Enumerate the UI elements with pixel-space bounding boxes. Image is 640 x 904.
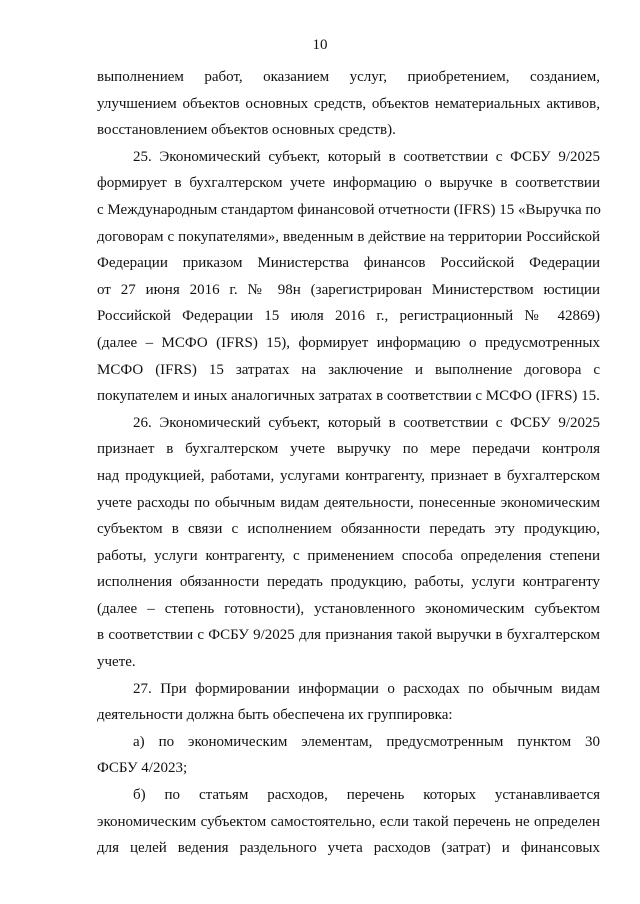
text-line: исполнения обязанности передать продукцию, работы, услуги контрагенту [97, 574, 600, 591]
text-line: 26. Экономический субъект, который в соответствии с ФСБУ 9/2025 [133, 414, 600, 431]
document-body [97, 64, 600, 862]
text-line: выполнением работ, оказанием услуг, приобретением, созданием, [97, 69, 600, 85]
paragraph-item-27a [97, 729, 600, 782]
text-line: Российской Федерации 15 июля 2016 г., регистрационный № 42869) [97, 308, 600, 325]
text-line: признает в бухгалтерском учете выручку по мере передачи контроля [97, 441, 600, 458]
text-line: а) по экономическим элементам, предусмотренным пунктом 30 [133, 733, 600, 750]
text-line: ФСБУ 4/2023; [97, 760, 188, 777]
text-line: с Международным стандартом финансовой отчетности (IFRS) 15 «Выручка по [97, 201, 601, 218]
text-line: экономическим субъектом самостоятельно, если такой перечень не определен [97, 813, 600, 830]
text-line: (далее – степень готовности), установленного экономическим субъектом [97, 600, 600, 617]
text-line: от 27 июня 2016 г. № 98н (зарегистрирован Министерством юстиции [97, 281, 600, 298]
text-line: б) по статьям расходов, перечень которых устанавливается [133, 787, 600, 804]
text-line: над продукцией, работами, услугами контрагенту, признает в бухгалтерском [97, 467, 600, 484]
paragraph-continuation [97, 64, 600, 144]
paragraph-item-27b [97, 782, 600, 862]
text-line: 25. Экономический субъект, который в соответствии с ФСБУ 9/2025 [133, 148, 600, 165]
text-line: субъектом в связи с исполнением обязанности передать эту продукцию, [97, 521, 600, 538]
text-line: учете. [97, 654, 136, 671]
text-line: покупателем и иных аналогичных затратах в соответствии с МСФО (IFRS) 15. [97, 388, 600, 405]
paragraph-item-27 [97, 676, 600, 729]
text-line: договорам с покупателями», введенным в действие на территории Российской [97, 228, 600, 245]
text-line: формирует в бухгалтерском учете информацию о выручке в соответствии [97, 175, 600, 192]
text-line: (далее – МСФО (IFRS) 15), формирует информацию о предусмотренных [97, 334, 600, 351]
text-line: улучшением объектов основных средств, объектов нематериальных активов, [97, 95, 600, 112]
text-line: восстановлением объектов основных средств). [97, 122, 396, 139]
text-line: Федерации приказом Министерства финансов Российской Федерации [97, 255, 600, 272]
text-line: работы, услуги контрагенту, с применением способа определения степени [97, 547, 600, 564]
paragraph-item-26 [97, 410, 600, 676]
text-line: 27. При формировании информации о расходах по обычным видам [133, 680, 600, 697]
paragraph-item-25 [97, 144, 600, 410]
page-number: 10 [312, 37, 328, 53]
text-line: деятельности должна быть обеспечена их группировка: [97, 707, 453, 724]
text-line: для целей ведения раздельного учета расходов (затрат) и финансовых [97, 840, 600, 857]
text-line: учете расходы по обычным видам деятельности, понесенные экономическим [97, 494, 600, 511]
text-line: МСФО (IFRS) 15 затратах на заключение и выполнение договора с [97, 361, 600, 378]
text-line: в соответствии с ФСБУ 9/2025 для признания такой выручки в бухгалтерском [97, 627, 600, 644]
